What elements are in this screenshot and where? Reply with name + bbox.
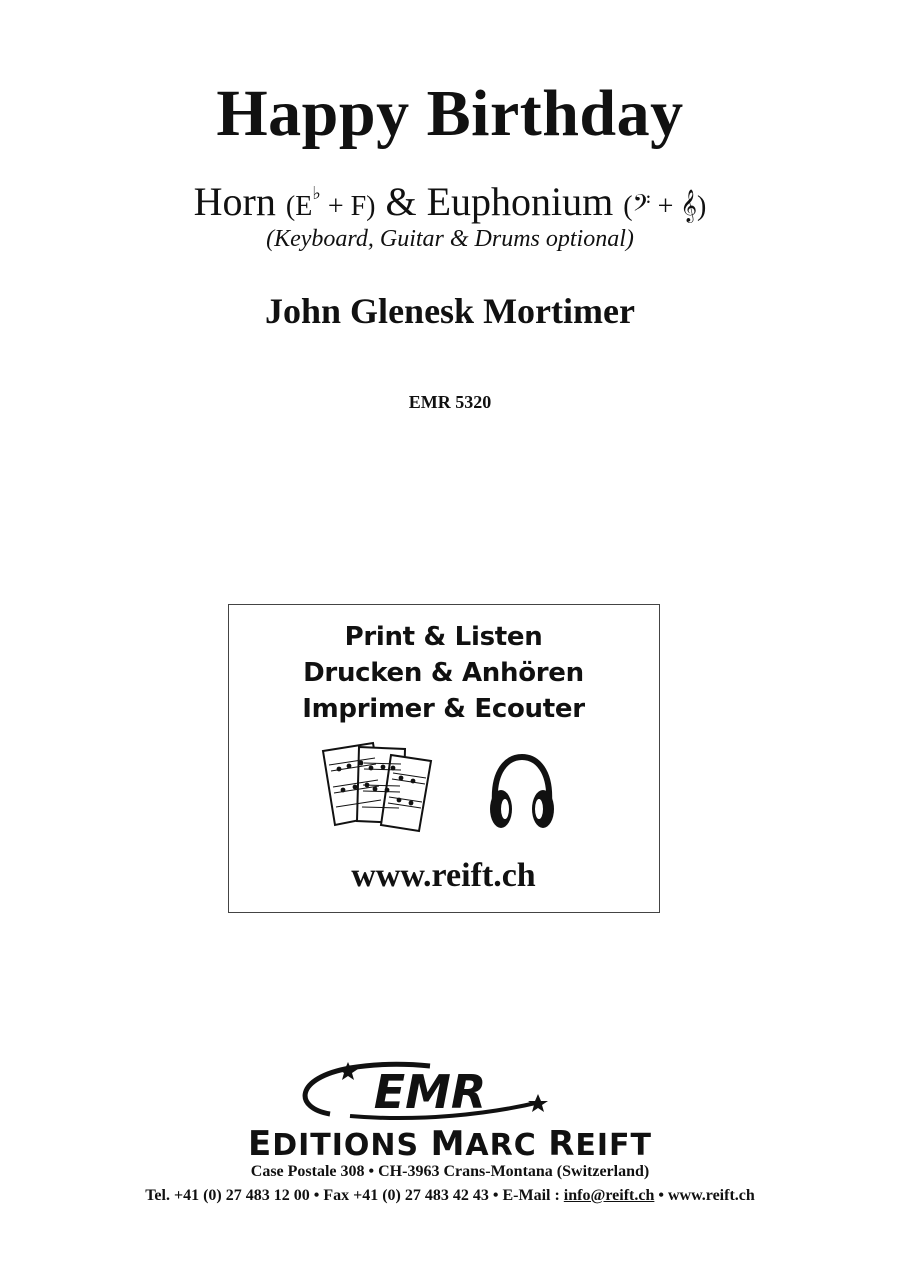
promo-line-german: Drucken & Anhören [303, 658, 584, 688]
emr-logo-text: EMR [373, 1065, 487, 1119]
instrumentation-line [0, 178, 900, 225]
bass-clef-icon: 𝄢 [632, 189, 651, 222]
publisher-name: EDITIONS MARC REIFT [247, 1124, 653, 1164]
promo-line-english: Print & Listen [344, 622, 543, 652]
print-listen-box [228, 604, 660, 913]
flat-sign: ♭ [312, 183, 321, 203]
horn-label: Horn [193, 179, 276, 224]
promo-website-link[interactable]: www.reift.ch [351, 857, 536, 894]
treble-clef-icon: 𝄞 [680, 189, 697, 222]
piece-title: Happy Birthday [216, 77, 684, 150]
sheet-music-icon [319, 741, 449, 833]
ampersand: & [385, 179, 417, 224]
contact-website[interactable]: • www.reift.ch [654, 1187, 755, 1204]
publisher-contact [0, 1187, 900, 1205]
contact-phone-fax: Tel. +41 (0) 27 483 12 00 • Fax +41 (0) 27 483 42 43 • E-Mail : [145, 1187, 564, 1204]
headphones-icon [487, 751, 557, 833]
publisher-address: Case Postale 308 • CH-3963 Crans-Montana (Switzerland) [250, 1163, 650, 1180]
horn-keys: (E♭ + F) [285, 183, 376, 222]
optional-instruments-note: (Keyboard, Guitar & Drums optional) [266, 226, 634, 252]
email-link[interactable]: info@reift.ch [563, 1187, 655, 1204]
euphonium-clefs: (𝄢 + 𝄞) [623, 189, 707, 222]
catalog-number: EMR 5320 [408, 392, 492, 412]
euphonium-label: Euphonium [426, 179, 614, 224]
composer-name: John Glenesk Mortimer [265, 291, 635, 331]
emr-logo [290, 1058, 570, 1122]
promo-line-french: Imprimer & Ecouter [302, 694, 585, 724]
